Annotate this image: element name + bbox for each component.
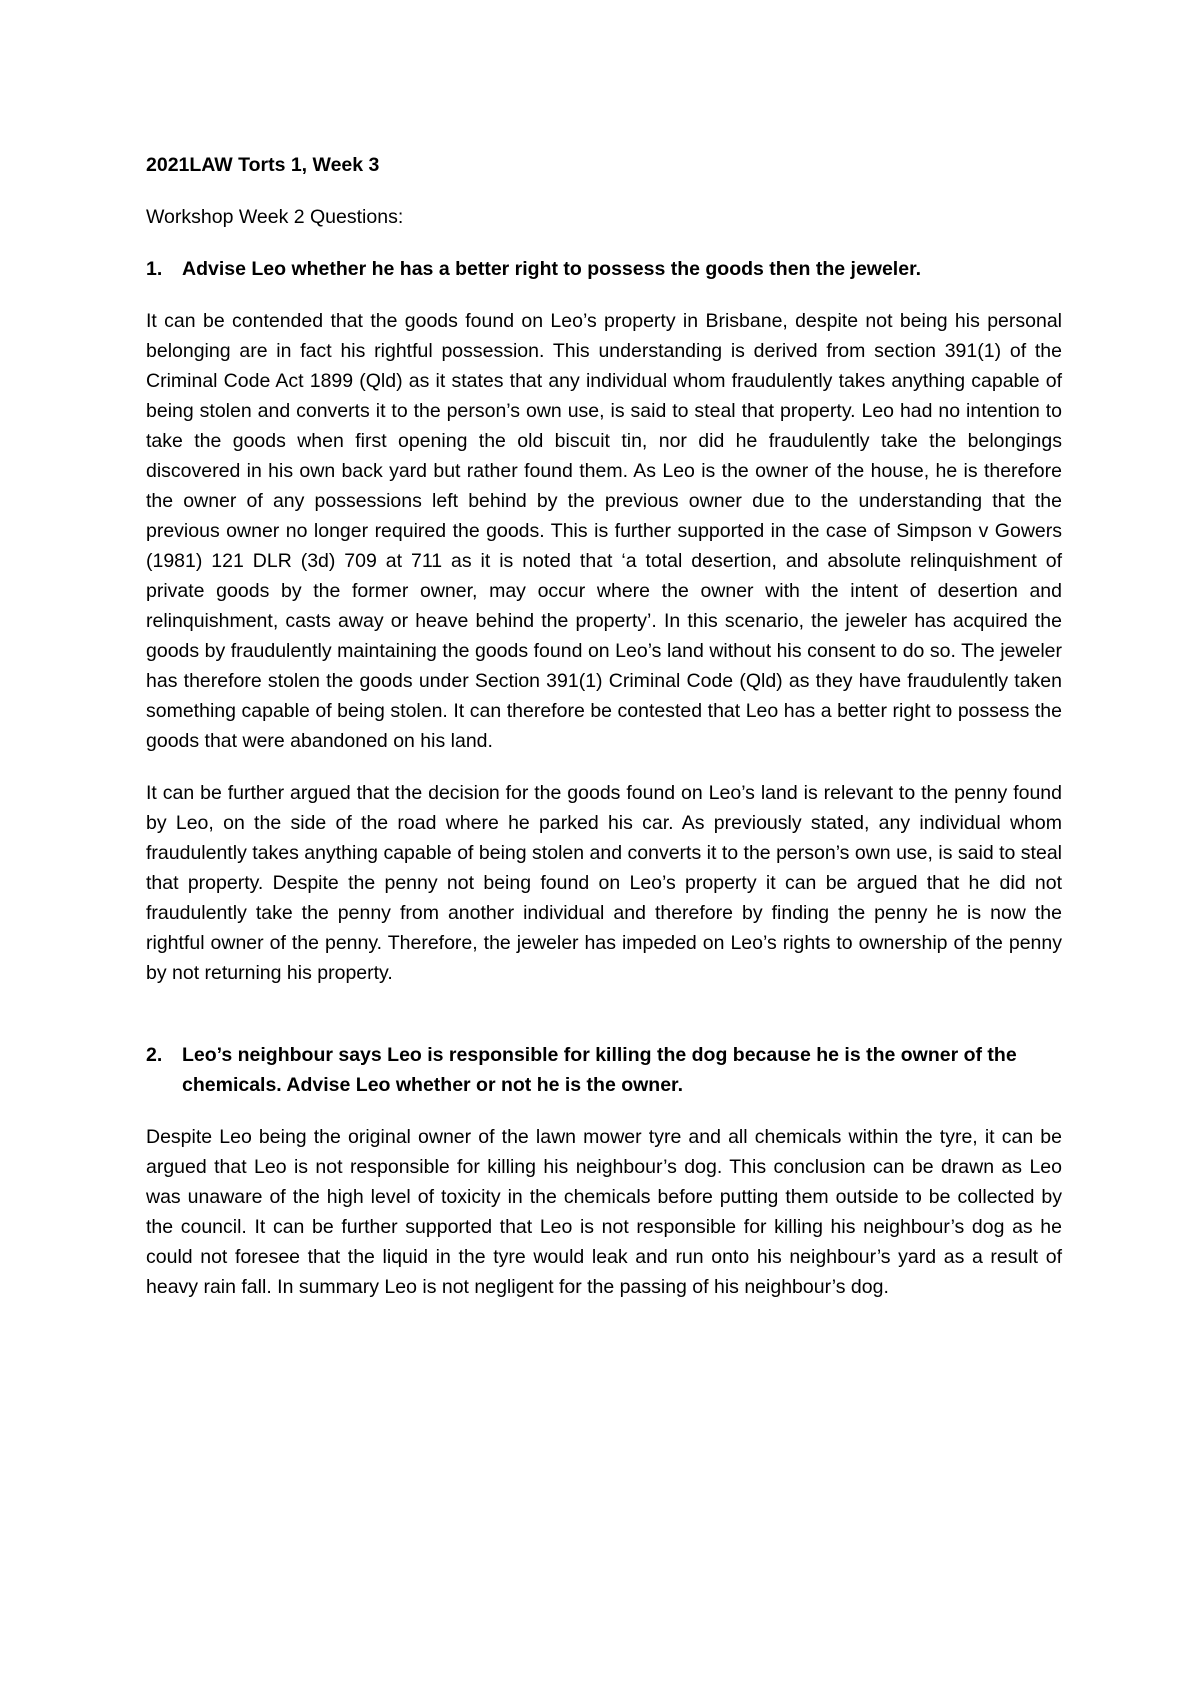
question-2 bbox=[146, 1040, 1062, 1100]
question-1-number: 1. bbox=[146, 258, 163, 280]
answer-1-paragraph-2: It can be further argued that the decision for the goods found on Leo’s land is relevant to the penny found by Leo, on the side of the road where he parked his car. As previously stated, any individual whom fraudulently takes anything capable of being stolen and converts it to the person’s own use, is said to steal that property. Despite the penny not being found on Leo’s property it can be argued that he did not fraudulently take the penny from another individual and therefore by finding the penny he is now the rightful owner of the penny. Therefore, the jeweler has impeded on Leo’s rights to ownership of the penny by not returning his property. bbox=[146, 782, 1062, 984]
document-subtitle: Workshop Week 2 Questions: bbox=[146, 206, 404, 228]
question-2-number: 2. bbox=[146, 1044, 163, 1066]
question-1 bbox=[146, 254, 1062, 284]
answer-2-paragraph-1: Despite Leo being the original owner of the lawn mower tyre and all chemicals within the tyre, it can be argued that Leo is not responsible for killing his neighbour’s dog. This conclusion can be drawn as Leo was unaware of the high level of toxicity in the chemicals before putting them outside to be collected by the council. It can be further supported that Leo is not responsible for killing his neighbour’s dog as he could not foresee that the liquid in the tyre would leak and run onto his neighbour’s yard as a result of heavy rain fall. In summary Leo is not negligent for the passing of his neighbour’s dog. bbox=[146, 1126, 1062, 1298]
document-page bbox=[146, 150, 1062, 1302]
document-title: 2021LAW Torts 1, Week 3 bbox=[146, 154, 380, 176]
question-2-text: Leo’s neighbour says Leo is responsible for killing the dog because he is the owner of the chemicals. Advise Leo whether or not he is the owner. bbox=[182, 1044, 1017, 1096]
question-1-text: Advise Leo whether he has a better right to possess the goods then the jeweler. bbox=[182, 258, 922, 280]
answer-1-paragraph-1: It can be contended that the goods found on Leo’s property in Brisbane, despite not being his personal belonging are in fact his rightful possession. This understanding is derived from section 391(1) of the Criminal Code Act 1899 (Qld) as it states that any individual whom fraudulently takes anything capable of being stolen and converts it to the person’s own use, is said to steal that property. Leo had no intention to take the goods when first opening the old biscuit tin, nor did he fraudulently take the belongings discovered in his own back yard but rather found them. As Leo is the owner of the house, he is therefore the owner of any possessions left behind by the previous owner due to the understanding that the previous owner no longer required the goods. This is further supported in the case of Simpson v Gowers (1981) 121 DLR (3d) 709 at 711 as it is noted that ‘a total desertion, and absolute relinquishment of private goods by the former owner, may occur where the owner with the intent of desertion and relinquishment, casts away or heave behind the property’. In this scenario, the jeweler has acquired the goods by fraudulently maintaining the goods found on Leo’s land without his consent to do so. The jeweler has therefore stolen the goods under Section 391(1) Criminal Code (Qld) as they have fraudulently taken something capable of being stolen. It can therefore be contested that Leo has a better right to possess the goods that were abandoned on his land. bbox=[146, 310, 1062, 752]
